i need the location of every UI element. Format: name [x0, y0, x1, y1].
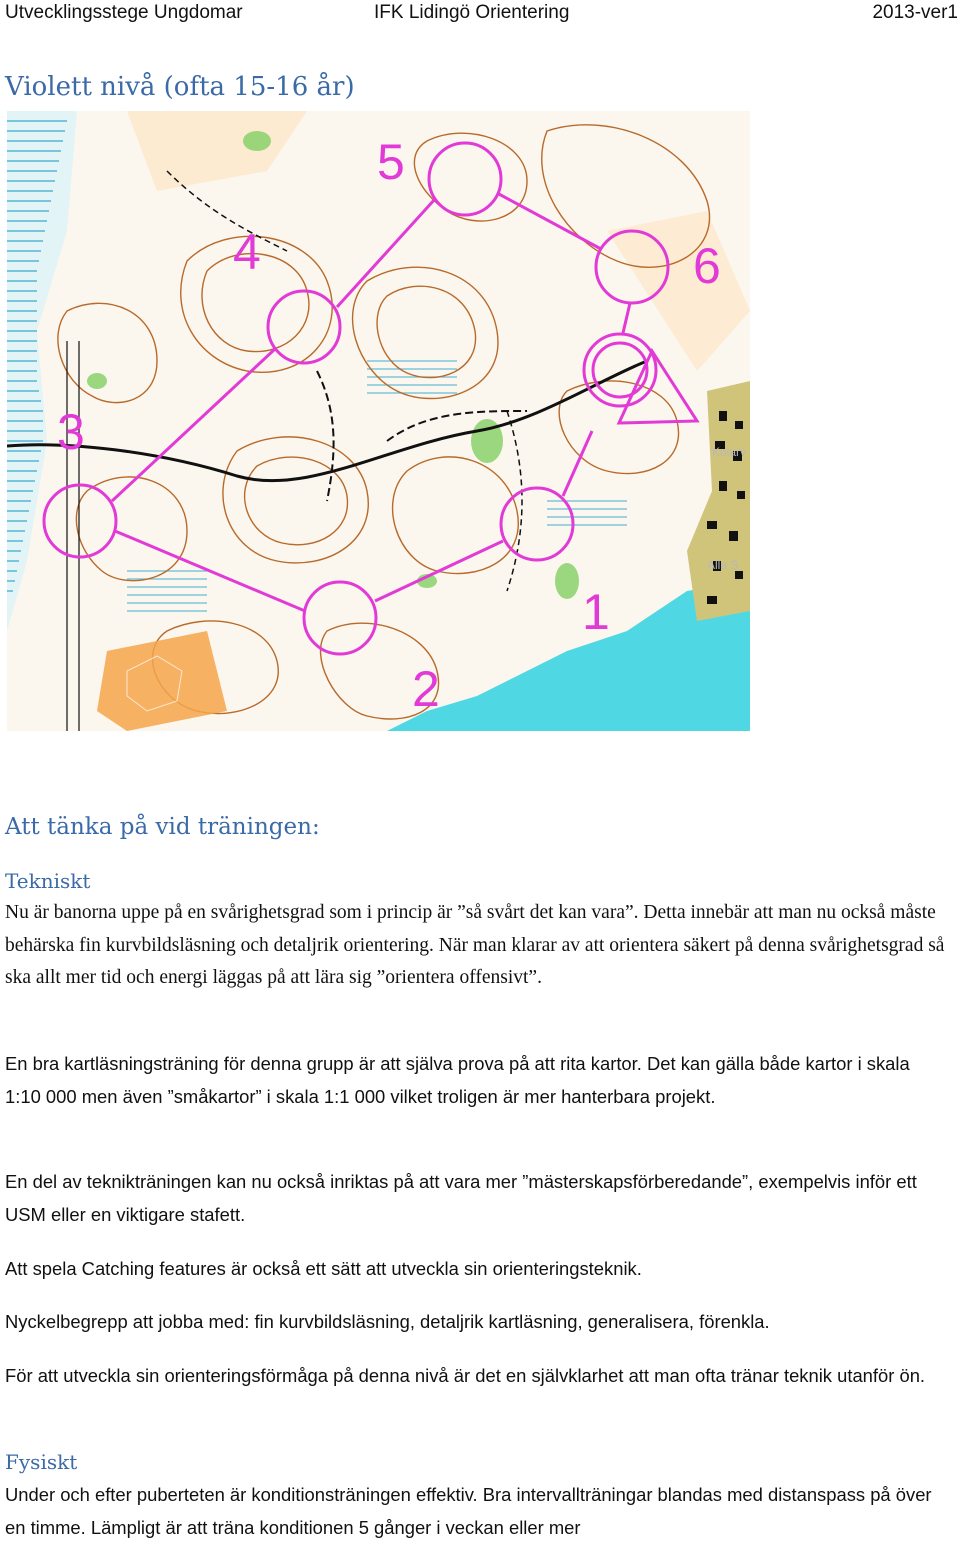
paragraph-tekniskt-6: För att utveckla sin orienteringsförmåga på denna nivå är det en självklarhet att man ofta tränar teknik utanför ön.	[5, 1365, 926, 1386]
subheading-fysiskt: Fysiskt	[5, 1450, 78, 1474]
control-number-2: 2	[412, 661, 440, 717]
paragraph-tekniskt-2: En bra kartläsningsträning för denna grupp är att själva prova på att rita kartor. Det kan gälla både kartor i skala 1:10 000 men även ”småkartor” i skala 1:1 000 vilket troligen är mer hanterbara projekt.	[5, 1053, 910, 1107]
paragraph-fysiskt-1: Under och efter puberteten är konditionsträningen effektiv. Bra intervallträningar blandas med distanspass på över en timme. Lämpligt är att träna konditionen 5 gånger i veckan eller mer	[5, 1484, 932, 1538]
paragraph-tekniskt-4: Att spela Catching features är också ett sätt att utveckla sin orienteringsteknik.	[5, 1258, 642, 1279]
page-header	[0, 0, 960, 28]
page-title: Violett nivå (ofta 15-16 år)	[5, 72, 355, 102]
control-number-3: 3	[57, 404, 85, 460]
orienteering-map-graphic	[7, 111, 750, 731]
map-place-label-1: Kolarv	[712, 445, 747, 459]
orienteering-map-image	[7, 111, 750, 731]
header-version: 2013-ver1	[872, 2, 958, 23]
header-club-name: IFK Lidingö Orientering	[374, 2, 570, 23]
control-number-5: 5	[377, 134, 405, 190]
section-heading: Att tänka på vid träningen:	[5, 814, 320, 840]
subheading-tekniskt: Tekniskt	[5, 869, 91, 893]
control-number-1: 1	[582, 584, 610, 640]
paragraph-tekniskt-3: En del av teknikträningen kan nu också inriktas på att vara mer ”mästerskapsförberedande”, exempelvis inför ett USM eller en viktigare stafett.	[5, 1171, 917, 1225]
map-place-label-2: Alla S	[707, 558, 739, 572]
control-number-6: 6	[693, 238, 721, 294]
header-document-title: Utvecklingsstege Ungdomar	[5, 2, 243, 23]
paragraph-tekniskt-5: Nyckelbegrepp att jobba med: fin kurvbildsläsning, detaljrik kartläsning, generalisera, förenkla.	[5, 1311, 770, 1332]
control-number-4: 4	[233, 224, 261, 280]
paragraph-tekniskt-1: Nu är banorna uppe på en svårighetsgrad som i princip är ”så svårt det kan vara”. Detta innebär att man nu också måste behärska fin kurvbildsläsning och detaljrik orientering. När man klarar av att orientera säkert på denna svårighetsgrad så ska allt mer tid och energi läggas på att lära sig ”orientera offensivt”.	[5, 902, 945, 988]
